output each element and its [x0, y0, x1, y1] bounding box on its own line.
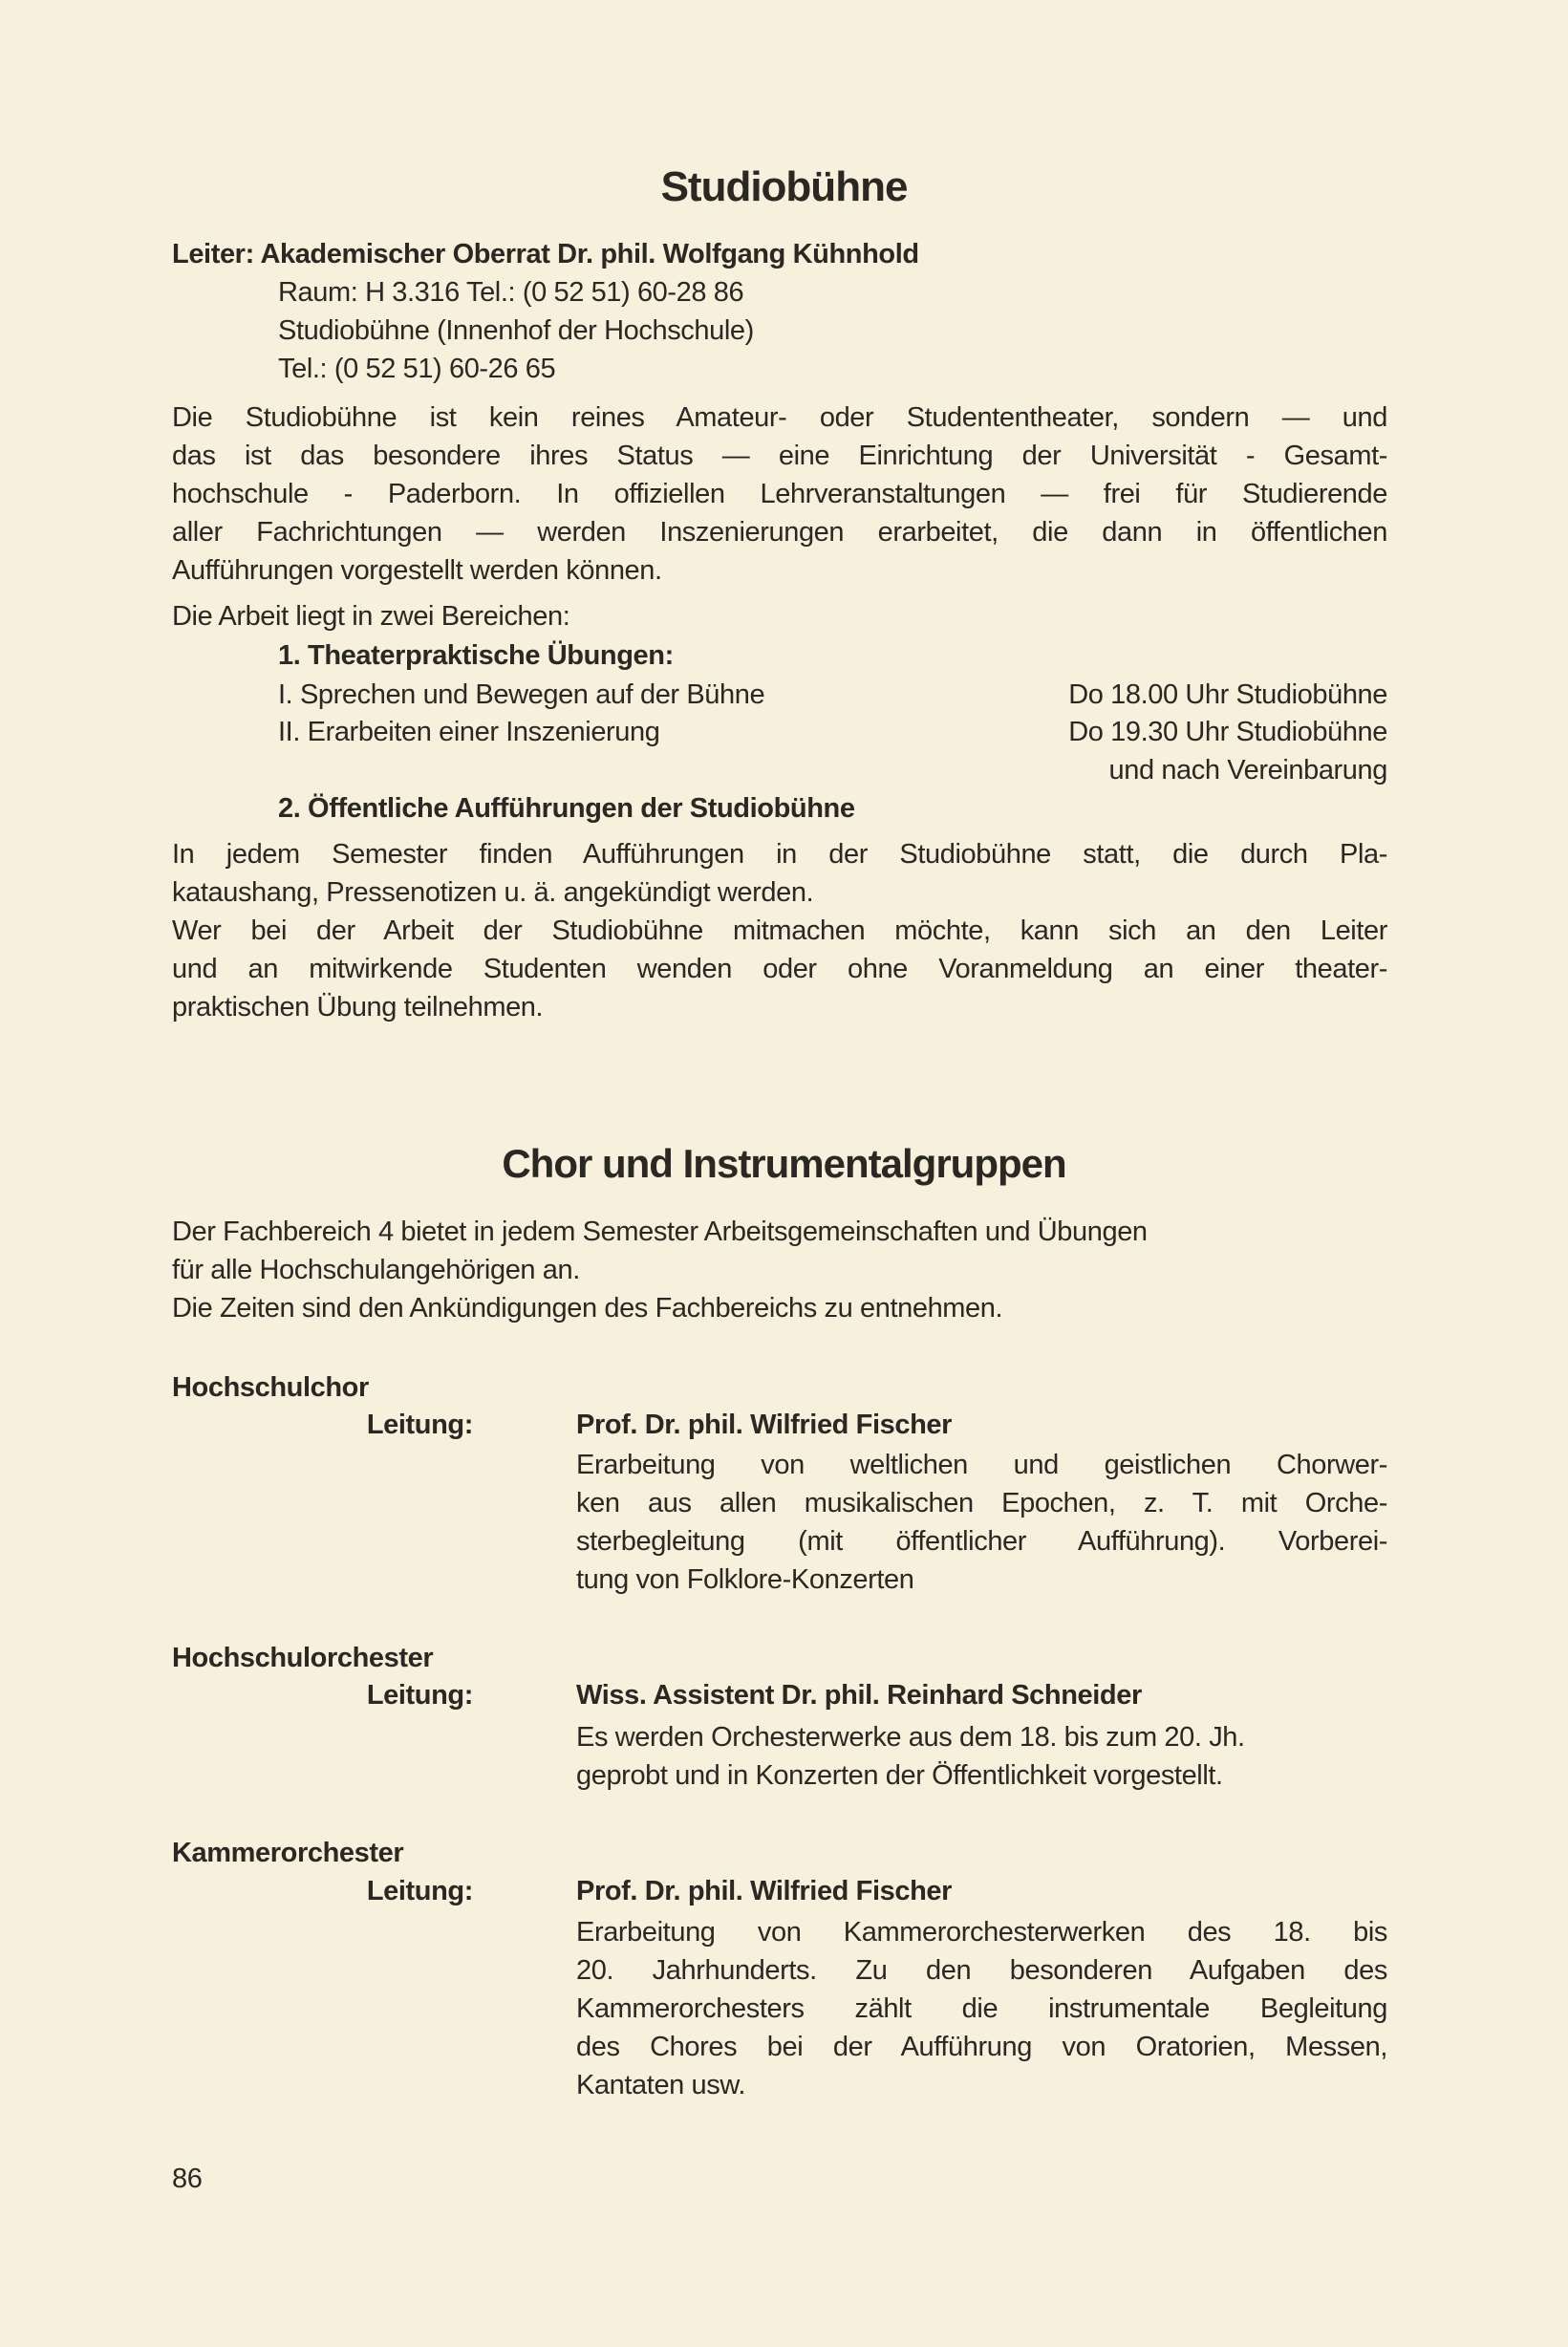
group-name: Kammerorchester: [172, 1838, 404, 1868]
leiter-label: Leiter:: [172, 239, 254, 269]
areas-intro: Die Arbeit liegt in zwei Bereichen:: [172, 601, 570, 632]
text-line: und an mitwirkende Studenten wenden oder ohne Voranmeldung an einer theater-: [172, 954, 1387, 984]
group-leitung-label: Leitung:: [366, 1680, 473, 1711]
contact-line: Tel.: (0 52 51) 60-26 65: [278, 354, 556, 384]
studio-outro-paragraph: [172, 835, 1387, 1026]
group-leitung-label: Leitung:: [366, 1876, 473, 1906]
section-title-chor: Chor und Instrumentalgruppen: [502, 1141, 1066, 1186]
leiter-name: Akademischer Oberrat Dr. phil. Wolfgang Kühnhold: [260, 239, 919, 269]
group-description: [576, 1718, 1245, 1795]
text-line: 20. Jahrhunderts. Zu den besonderen Aufgaben des: [576, 1955, 1387, 1986]
text-line: für alle Hochschulangehörigen an.: [172, 1255, 580, 1285]
leiter-line: [172, 235, 919, 273]
group-leader: Wiss. Assistent Dr. phil. Reinhard Schneider: [576, 1680, 1142, 1711]
group-description: [576, 1446, 1387, 1599]
text-line: das ist das besondere ihres Status — eine Einrichtung der Universität - Gesamt-: [172, 441, 1387, 471]
section-title-studiobuehne: Studiobühne: [660, 163, 908, 210]
course-time: Do 19.30 Uhr Studiobühne: [1068, 717, 1387, 747]
text-line: sterbegleitung (mit öffentlicher Aufführung). Vorberei-: [576, 1526, 1387, 1557]
page-number: 86: [172, 2164, 203, 2194]
group-leader: Prof. Dr. phil. Wilfried Fischer: [576, 1410, 953, 1440]
group-leitung-label: Leitung:: [366, 1410, 473, 1440]
text-line: Die Zeiten sind den Ankündigungen des Fachbereichs zu entnehmen.: [172, 1293, 1003, 1324]
text-line: tung von Folklore-Konzerten: [576, 1564, 914, 1595]
text-line: Es werden Orchesterwerke aus dem 18. bis zum 20. Jh.: [576, 1722, 1245, 1753]
text-line: Der Fachbereich 4 bietet in jedem Semester Arbeitsgemeinschaften und Übungen: [172, 1217, 1148, 1247]
course-name: II. Erarbeiten einer Inszenierung: [278, 717, 660, 747]
text-line: Die Studiobühne ist kein reines Amateur- oder Studententheater, sondern — und: [172, 402, 1387, 433]
text-line: Erarbeitung von weltlichen und geistlichen Chorwer-: [576, 1450, 1387, 1480]
text-line: des Chores bei der Aufführung von Oratorien, Messen,: [576, 2032, 1387, 2062]
text-line: praktischen Übung teilnehmen.: [172, 992, 544, 1023]
group-name: Hochschulorchester: [172, 1643, 434, 1673]
text-line: aller Fachrichtungen — werden Inszenierungen erarbeitet, die dann in öffentlichen: [172, 517, 1387, 548]
chor-intro-paragraph: [172, 1213, 1148, 1327]
area2-heading: 2. Öffentliche Aufführungen der Studiobühne: [278, 793, 855, 824]
contact-line: Studiobühne (Innenhof der Hochschule): [278, 315, 754, 346]
text-line: hochschule - Paderborn. In offiziellen Lehrveranstaltungen — frei für Studierende: [172, 479, 1387, 509]
courses-note: und nach Vereinbarung: [1108, 755, 1387, 786]
text-line: Wer bei der Arbeit der Studiobühne mitmachen möchte, kann sich an den Leiter: [172, 915, 1387, 946]
contact-line: Raum: H 3.316 Tel.: (0 52 51) 60-28 86: [278, 277, 744, 308]
course-name: I. Sprechen und Bewegen auf der Bühne: [278, 679, 765, 710]
text-line: Kammerorchesters zählt die instrumentale Begleitung: [576, 1993, 1387, 2024]
studio-intro-paragraph: [172, 398, 1387, 590]
text-line: geprobt und in Konzerten der Öffentlichkeit vorgestellt.: [576, 1760, 1223, 1791]
group-description: [576, 1913, 1387, 2104]
text-line: Erarbeitung von Kammerorchesterwerken des 18. bis: [576, 1917, 1387, 1948]
text-line: In jedem Semester finden Aufführungen in der Studiobühne statt, die durch Pla-: [172, 839, 1387, 870]
group-name: Hochschulchor: [172, 1372, 369, 1403]
course-time: Do 18.00 Uhr Studiobühne: [1068, 679, 1387, 710]
text-line: kataushang, Pressenotizen u. ä. angekündigt werden.: [172, 877, 814, 908]
area1-heading: 1. Theaterpraktische Übungen:: [278, 640, 674, 671]
contact-block: [278, 273, 754, 388]
text-line: ken aus allen musikalischen Epochen, z. T. mit Orche-: [576, 1488, 1387, 1518]
text-line: Kantaten usw.: [576, 2070, 745, 2100]
text-line: Aufführungen vorgestellt werden können.: [172, 555, 662, 586]
group-leader: Prof. Dr. phil. Wilfried Fischer: [576, 1876, 953, 1906]
